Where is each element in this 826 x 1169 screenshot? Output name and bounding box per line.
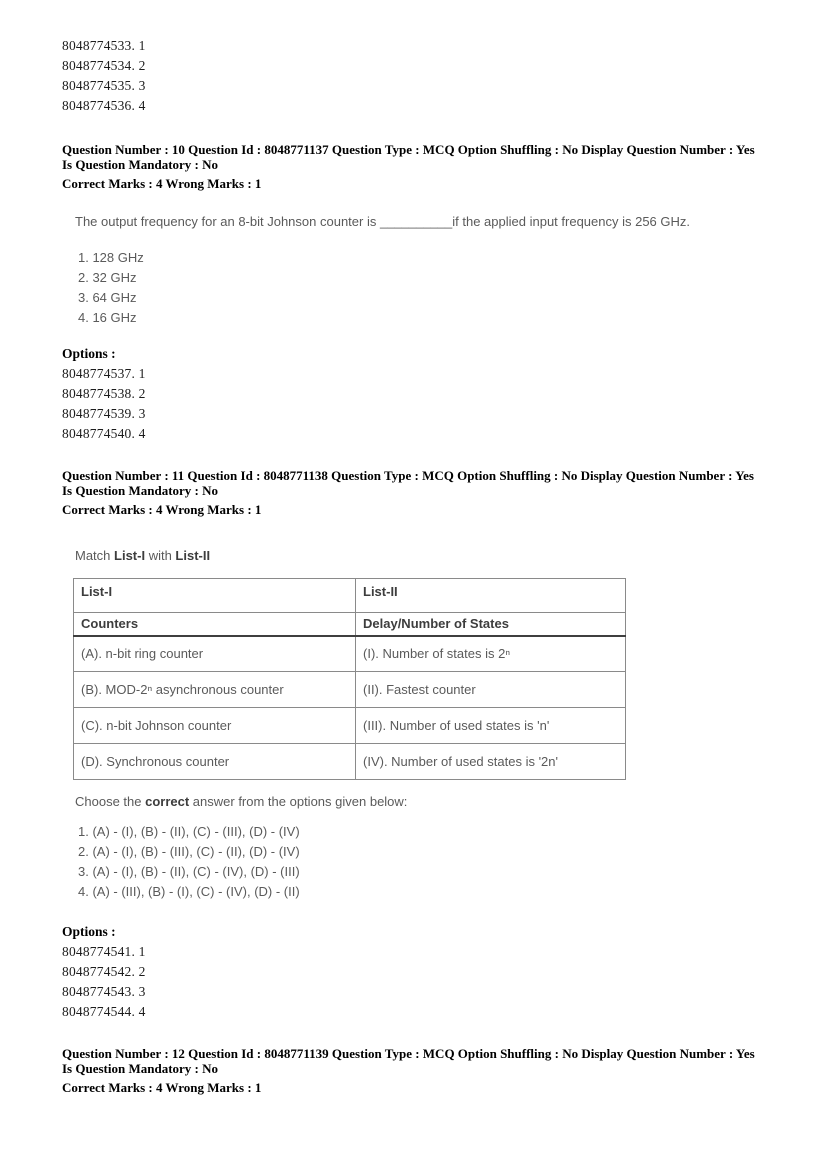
option-id-line: 8048774536. 4: [62, 98, 146, 113]
table-subheader-row: [74, 613, 626, 636]
question-10-choices: [78, 248, 796, 328]
choose-suffix: answer from the options given below:: [189, 794, 408, 809]
table-row: [74, 636, 626, 672]
question-meta-line2: Is Question Mandatory : No: [62, 483, 219, 498]
options-label: Options :: [62, 346, 116, 361]
table-cell-right: (II). Fastest counter: [356, 672, 626, 708]
option-id-line: 8048774537. 1: [62, 366, 146, 381]
option-id-line: 8048774544. 4: [62, 1004, 146, 1019]
choice-line: 3. (A) - (I), (B) - (II), (C) - (IV), (D) - (III): [78, 864, 300, 879]
question-12-meta: [62, 1046, 796, 1095]
table-col1-header: List-I: [74, 579, 356, 613]
question-11-choices: [78, 822, 796, 902]
choice-line: 1. 128 GHz: [78, 250, 144, 265]
option-id-line: 8048774541. 1: [62, 944, 146, 959]
question-meta-line1: Question Number : 11 Question Id : 8048771138 Question Type : MCQ Option Shuffling : No Display Question Number : Yes: [62, 468, 754, 483]
question-text: The output frequency for an 8-bit Johnson counter is __________if the applied input frequency is 256 GHz.: [75, 214, 691, 229]
choice-line: 3. 64 GHz: [78, 290, 137, 305]
question-meta-line2: Is Question Mandatory : No: [62, 157, 219, 172]
choice-line: 4. (A) - (III), (B) - (I), (C) - (IV), (D) - (II): [78, 884, 300, 899]
table-cell-left: (D). Synchronous counter: [74, 744, 356, 780]
question-11-section: [62, 468, 796, 1022]
choose-instruction: [75, 793, 796, 810]
match-prefix: Match: [75, 548, 115, 563]
table-cell-right: (III). Number of used states is 'n': [356, 708, 626, 744]
question-12-section: [62, 1046, 796, 1095]
question-11-content: [75, 547, 796, 902]
table-cell-left: (C). n-bit Johnson counter: [74, 708, 356, 744]
match-instruction: [75, 547, 796, 564]
table-col1-subheader: Counters: [74, 613, 356, 636]
option-id-line: 8048774535. 3: [62, 78, 146, 93]
table-col2-subheader: Delay/Number of States: [356, 613, 626, 636]
question-meta-line1: Question Number : 10 Question Id : 8048771137 Question Type : MCQ Option Shuffling : No Display Question Number : Yes: [62, 142, 755, 157]
table-row: [74, 708, 626, 744]
question-11-option-id-list: [62, 942, 796, 1022]
option-id-line: 8048774540. 4: [62, 426, 146, 441]
table-cell-right: (I). Number of states is 2ⁿ: [356, 636, 626, 672]
match-list1-label: List-I: [114, 548, 146, 563]
table-col2-header: List-II: [356, 579, 626, 613]
choice-line: 4. 16 GHz: [78, 310, 137, 325]
table-row: [74, 744, 626, 780]
table-cell-left: (A). n-bit ring counter: [74, 636, 356, 672]
carryover-option-id-list: [62, 36, 796, 116]
question-10-content: [75, 213, 796, 328]
question-10-option-id-list: [62, 364, 796, 444]
question-marks-line: Correct Marks : 4 Wrong Marks : 1: [62, 1080, 262, 1095]
table-header-row: [74, 579, 626, 613]
option-id-line: 8048774534. 2: [62, 58, 146, 73]
question-11-meta: [62, 468, 796, 517]
choice-line: 2. (A) - (I), (B) - (III), (C) - (II), (D) - (IV): [78, 844, 300, 859]
question-meta-line2: Is Question Mandatory : No: [62, 1061, 219, 1076]
option-id-line: 8048774542. 2: [62, 964, 146, 979]
table-cell-left: (B). MOD-2ⁿ asynchronous counter: [74, 672, 356, 708]
options-label: Options :: [62, 924, 116, 939]
choose-prefix: Choose the: [75, 794, 146, 809]
question-marks-line: Correct Marks : 4 Wrong Marks : 1: [62, 502, 262, 517]
table-row: [74, 672, 626, 708]
option-id-line: 8048774533. 1: [62, 38, 146, 53]
option-id-line: 8048774543. 3: [62, 984, 146, 999]
choice-line: 2. 32 GHz: [78, 270, 137, 285]
question-marks-line: Correct Marks : 4 Wrong Marks : 1: [62, 176, 262, 191]
match-list2-label: List-II: [175, 548, 211, 563]
choose-bold: correct: [145, 794, 190, 809]
option-id-line: 8048774539. 3: [62, 406, 146, 421]
choice-line: 1. (A) - (I), (B) - (II), (C) - (III), (D) - (IV): [78, 824, 300, 839]
match-middle: with: [145, 548, 176, 563]
table-cell-right: (IV). Number of used states is '2n': [356, 744, 626, 780]
match-list-table: [73, 578, 626, 780]
question-10-section: [62, 142, 796, 444]
question-10-meta: [62, 142, 796, 191]
option-id-line: 8048774538. 2: [62, 386, 146, 401]
question-meta-line1: Question Number : 12 Question Id : 8048771139 Question Type : MCQ Option Shuffling : No Display Question Number : Yes: [62, 1046, 755, 1061]
